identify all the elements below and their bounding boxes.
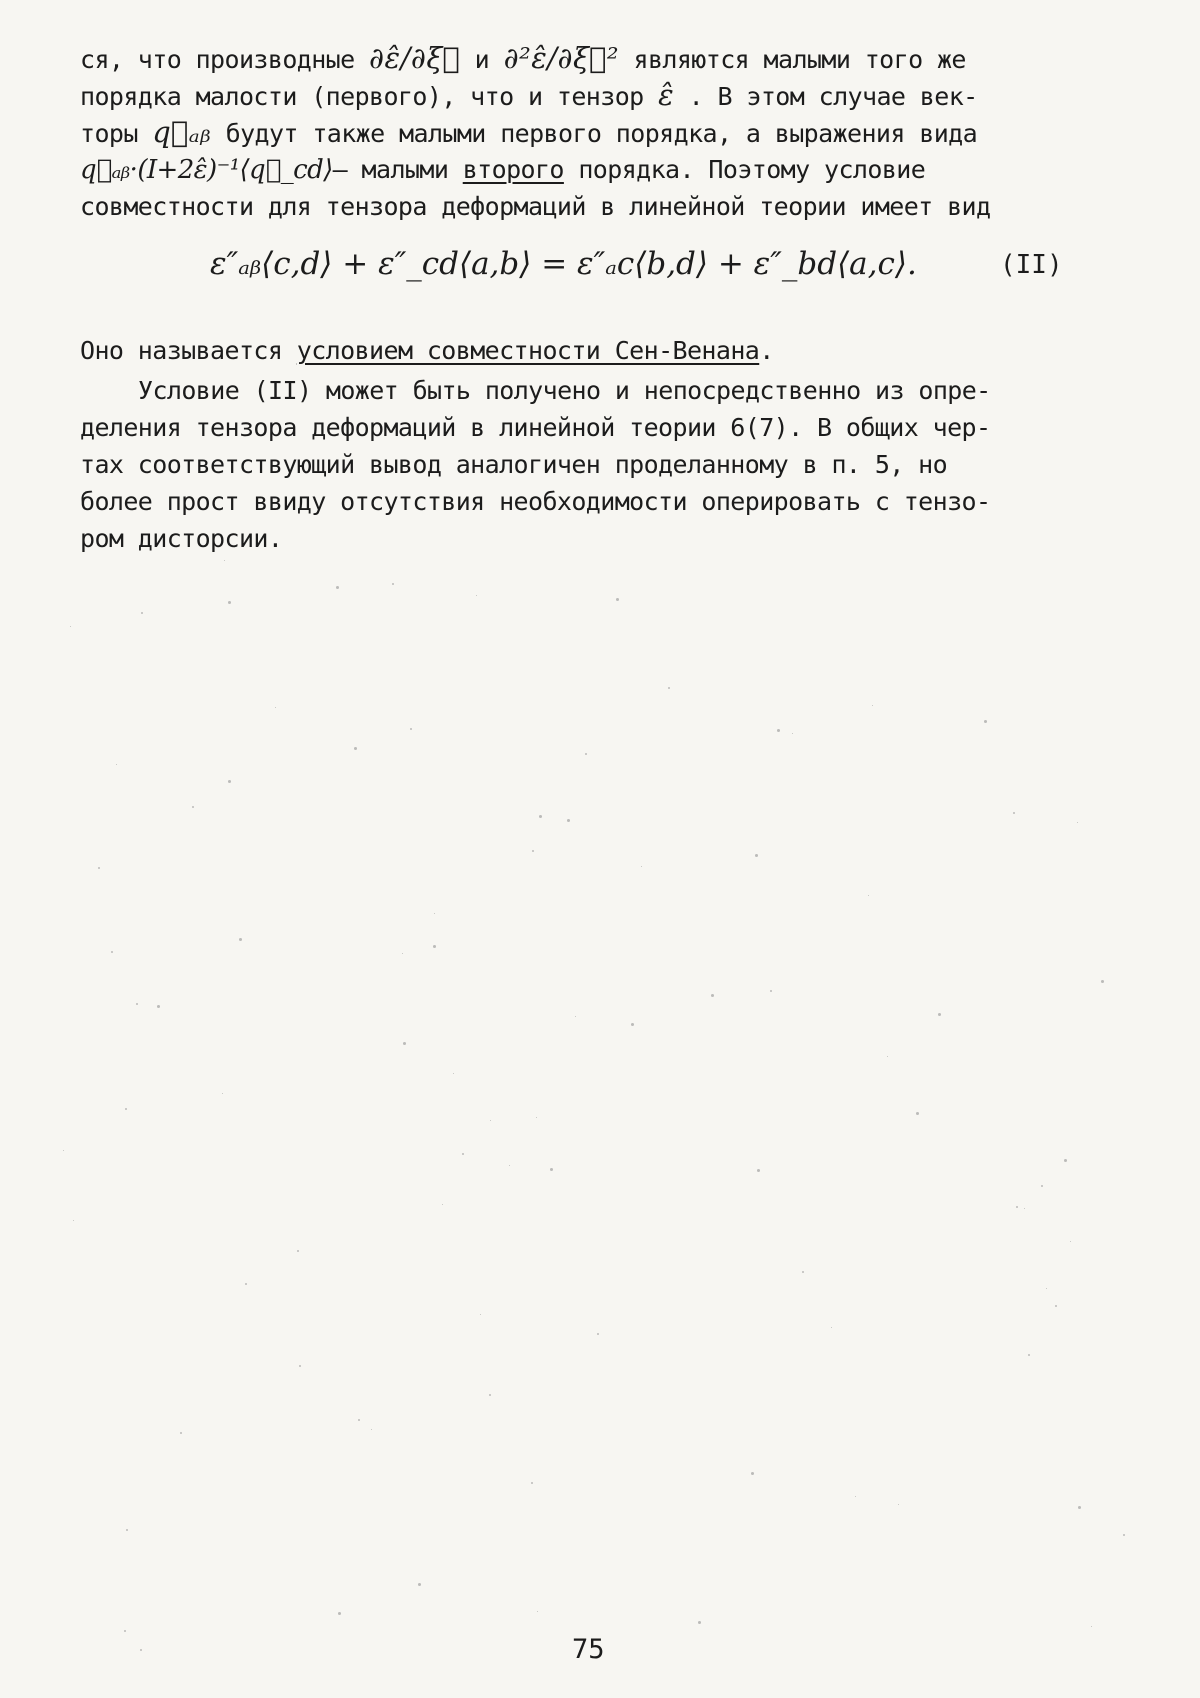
scan-speck: [126, 1529, 128, 1531]
text-fragment: Оно называется: [80, 336, 297, 365]
text-fragment: и: [460, 45, 504, 74]
math-expression: q⃗ₐᵦ: [152, 115, 212, 149]
scan-speck: [354, 747, 357, 750]
scan-speck: [938, 1013, 941, 1016]
math-expression: ε̂: [658, 78, 675, 112]
scan-speck: [476, 595, 477, 596]
scan-speck: [453, 1073, 454, 1074]
scan-speck: [418, 1583, 421, 1586]
scan-speck: [755, 854, 758, 857]
text-line: [80, 40, 1100, 77]
text-fragment: – малыми: [332, 155, 463, 184]
math-expression: q⃗ₐᵦ·(I+2ε̂)⁻¹⟨q⃗_cd⟩: [80, 155, 333, 185]
scan-speck: [1028, 1354, 1030, 1356]
text-fragment: Условие (II) может быть получено и непосредственно из опре-: [138, 376, 991, 405]
scan-speck: [403, 1042, 406, 1045]
scan-speck: [98, 867, 100, 869]
scan-speck: [157, 1005, 160, 1008]
math-expression: ∂ε̂/∂ξ⃗: [369, 41, 461, 75]
scan-speck: [192, 806, 194, 808]
scan-speck: [1101, 980, 1104, 983]
paragraph-derivation: [80, 372, 1100, 557]
text-fragment: . В этом случае век-: [674, 82, 978, 111]
scan-speck: [1016, 1206, 1018, 1208]
scan-speck: [770, 990, 772, 992]
scan-speck: [73, 1220, 74, 1221]
scan-speck: [462, 1153, 464, 1155]
text-fragment: ся, что производные: [80, 45, 370, 74]
scan-speck: [887, 1056, 888, 1057]
scan-speck: [567, 819, 570, 822]
scan-speck: [1055, 1305, 1057, 1307]
math-expression: ∂²ε̂/∂ξ⃗²: [503, 41, 620, 75]
scan-speck: [757, 1169, 760, 1172]
text-line: [80, 483, 1100, 520]
scan-speck: [140, 1649, 142, 1651]
underlined-term: второго: [462, 155, 564, 184]
scan-speck: [575, 1016, 576, 1017]
scan-speck: [489, 1394, 491, 1396]
scan-speck: [984, 720, 987, 723]
scan-speck: [490, 1120, 491, 1121]
scan-speck: [239, 938, 242, 941]
scan-speck: [297, 1250, 299, 1252]
formula-number: (II): [1000, 250, 1063, 280]
scan-speck: [531, 1482, 533, 1484]
scan-speck: [358, 1419, 360, 1421]
scan-speck: [1046, 1288, 1047, 1289]
scan-speck: [1041, 1185, 1043, 1187]
scan-speck: [1070, 1241, 1071, 1242]
text-line: [80, 372, 1100, 409]
scan-speck: [868, 895, 869, 896]
scan-speck: [275, 707, 276, 708]
scan-speck: [222, 1093, 223, 1094]
scan-speck: [898, 1504, 899, 1505]
scan-speck: [537, 1611, 538, 1612]
text-fragment: торы: [80, 119, 153, 148]
scan-speck: [792, 733, 793, 734]
text-fragment: ром дисторсии.: [80, 524, 283, 553]
paragraph-definition: [80, 332, 1100, 369]
text-fragment: будут также малыми первого порядка, а выражения вида: [211, 119, 978, 148]
text-fragment: тах соответствующий вывод аналогичен проделанному в п. 5, но: [80, 450, 948, 479]
page-number: 75: [572, 1634, 605, 1665]
scan-speck: [668, 687, 670, 689]
scan-speck: [402, 953, 403, 954]
scan-speck: [434, 913, 435, 914]
scan-speck: [1091, 1626, 1092, 1627]
scan-speck: [597, 1333, 599, 1335]
scan-speck: [70, 626, 71, 627]
scan-speck: [1123, 1534, 1125, 1536]
text-line: [80, 332, 1100, 369]
text-line: [80, 188, 1100, 225]
scan-speck: [509, 1165, 510, 1166]
scan-speck: [536, 1117, 537, 1118]
text-line: [80, 446, 1100, 483]
scan-speck: [338, 1612, 341, 1615]
compatibility-formula: ε″ₐᵦ⟨c,d⟩ + ε″_cd⟨a,b⟩ = ε″ₐc⟨b,d⟩ + ε″_bd⟨a,c⟩.: [210, 246, 917, 282]
scan-speck: [1064, 1159, 1067, 1162]
text-fragment: порядка. Поэтому условие: [563, 155, 926, 184]
scan-speck: [916, 1112, 919, 1115]
scan-speck: [63, 1150, 64, 1151]
scan-speck: [1078, 1506, 1081, 1509]
scan-speck: [616, 598, 619, 601]
scan-speck: [111, 951, 113, 953]
scan-speck: [872, 705, 873, 706]
scan-speck: [125, 1108, 127, 1110]
text-line: [80, 77, 1100, 114]
scan-speck: [116, 764, 117, 765]
scan-speck: [410, 728, 412, 730]
scan-speck: [336, 586, 339, 589]
text-fragment: порядка малости (первого), что и тензор: [80, 82, 659, 111]
scan-speck: [539, 815, 542, 818]
scan-speck: [751, 1472, 754, 1475]
scan-speck: [180, 1432, 182, 1434]
scan-speck: [631, 1023, 634, 1026]
text-line: [80, 520, 1100, 557]
scan-speck: [1024, 1208, 1025, 1209]
scan-speck: [641, 866, 642, 867]
scan-speck: [711, 994, 714, 997]
scan-speck: [228, 780, 231, 783]
scan-speck: [480, 1314, 481, 1315]
scan-speck: [392, 583, 394, 585]
scan-speck: [585, 753, 587, 755]
text-line: [80, 114, 1100, 151]
scan-speck: [1077, 822, 1078, 823]
scan-speck: [371, 1429, 372, 1430]
text-fragment: .: [759, 336, 774, 365]
scan-speck: [802, 1271, 804, 1273]
scan-speck: [245, 1283, 247, 1285]
scan-speck: [299, 1365, 301, 1367]
scan-speck: [124, 1630, 126, 1632]
text-fragment: более прост ввиду отсутствия необходимости оперировать с тензо-: [80, 487, 991, 516]
text-line: [80, 409, 1100, 446]
scan-speck: [224, 560, 225, 561]
scan-speck: [433, 945, 436, 948]
text-fragment: деления тензора деформаций в линейной теории 6(7). В общих чер-: [80, 413, 991, 442]
scan-speck: [1013, 812, 1015, 814]
scan-speck: [532, 850, 534, 852]
text-fragment: являются малыми того же: [619, 45, 966, 74]
paragraph-intro: [80, 40, 1100, 225]
scan-speck: [141, 612, 143, 614]
scan-speck: [698, 1621, 701, 1624]
scan-speck: [777, 729, 780, 732]
scan-speck: [136, 1003, 138, 1005]
text-fragment: совместности для тензора деформаций в линейной теории имеет вид: [80, 192, 991, 221]
scan-speck: [855, 1496, 856, 1497]
scan-speck: [550, 1168, 553, 1171]
scan-speck: [228, 601, 231, 604]
scan-speck: [831, 1327, 832, 1328]
scan-speck: [442, 1204, 443, 1205]
text-line: [80, 151, 1100, 188]
underlined-term: условием совместности Сен-Венана: [296, 336, 760, 365]
